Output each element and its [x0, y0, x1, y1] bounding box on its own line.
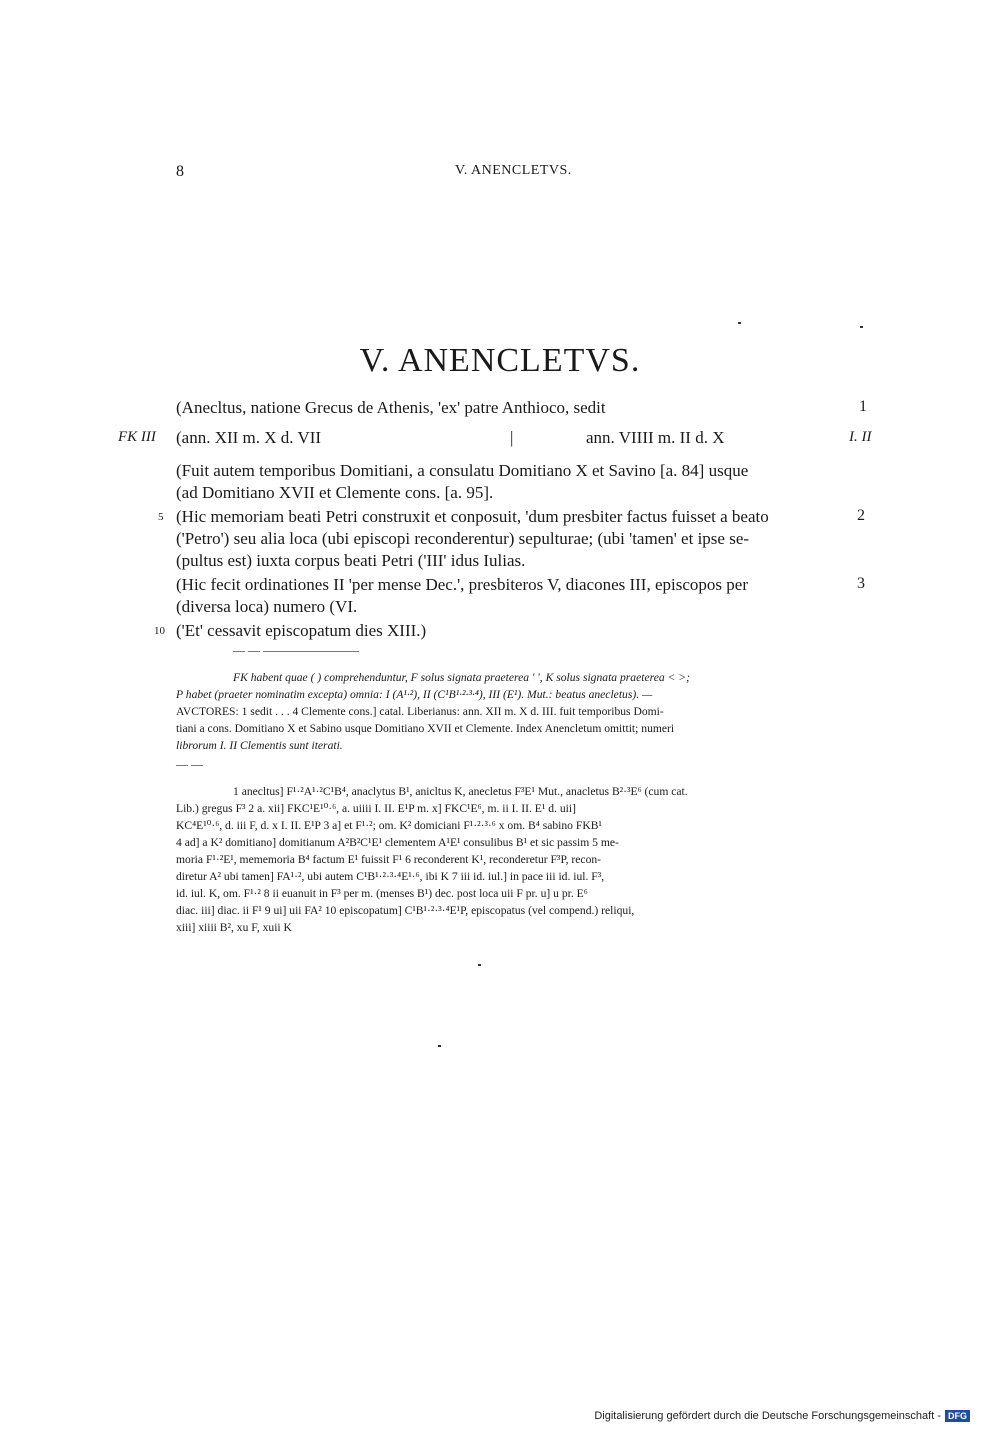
note-line: tiani a cons. Domitiano X et Sabino usque Domitiano XVII et Clemente. Index Anencletum omittit; numeri: [176, 722, 675, 735]
apparatus-line: moria F¹·²E¹, mememoria B⁴ factum E¹ fuissit F¹ 6 reconderent K¹, reconderetur F³P, recon-: [176, 853, 602, 866]
separator: — — ————————: [233, 643, 359, 657]
note-line: P habet (praeter nominatim excepta) omnia: I (A¹·²), II (C¹B¹·²·³·⁴), III (E¹). Mut.: beatus anecletus). —: [176, 688, 653, 701]
scan-speck: [438, 1045, 441, 1047]
text-line: (ann. XII m. X d. VII: [176, 428, 322, 447]
text-line: (diversa loca) numero (VI.: [176, 597, 358, 616]
text-line: (Anecltus, natione Grecus de Athenis, 'ex' patre Anthioco, sedit: [176, 398, 606, 417]
line-number: 10: [154, 625, 165, 637]
text-line: ('Petro') seu alia loca (ubi episcopi reconderentur) sepulturae; (ubi 'tamen' et ipse se-: [176, 529, 750, 548]
text-line: (pultus est) iuxta corpus beati Petri ('III' idus Iulias.: [176, 551, 526, 570]
note-line: AVCTORES: 1 sedit . . . 4 Clemente cons.] catal. Liberianus: ann. XII m. X d. III. fuit temporibus Domi-: [176, 705, 664, 718]
section-number: 3: [857, 575, 865, 592]
text-line: (ad Domitiano XVII et Clemente cons. [a. 95].: [176, 483, 494, 502]
scan-speck: [860, 326, 863, 328]
running-title: V. ANENCLETVS.: [455, 163, 572, 178]
page-number: 8: [176, 163, 184, 180]
digitization-credit: [594, 1410, 970, 1422]
apparatus-line: 4 ad] a K² domitiano] domitianum A²B²C¹E¹ clementem A¹E¹ consulibus B¹ et sic passim 5 me-: [176, 836, 619, 849]
text-line: (Hic fecit ordinationes II 'per mense Dec.', presbiteros V, diacones III, episcopos per: [176, 575, 748, 594]
apparatus-line: diretur A² ubi tamen] FA¹·², ubi autem C¹B¹·²·³·⁴E¹·⁶, ibi K 7 iii id. iul.] in pace iii id. iul. F³,: [176, 870, 605, 883]
apparatus-line: 1 anecltus] F¹·²A¹·²C¹B⁴, anaclytus B¹, anicltus K, anecletus F³E¹ Mut., anacletus B²·³E⁶ (cum cat.: [233, 785, 688, 798]
note-line: librorum I. II Clementis sunt iterati.: [176, 739, 343, 752]
apparatus-line: diac. iii] diac. ii F¹ 9 ui] uii FA² 10 episcopatum] C¹B¹·²·³·⁴E¹P, episcopatus (vel compend.) reliqui,: [176, 904, 635, 917]
column-divider: |: [510, 428, 514, 447]
text-line: ('Et' cessavit episcopatum dies XIII.): [176, 621, 427, 640]
apparatus-line: Lib.) gregus F³ 2 a. xii] FKC¹E¹⁰·⁶, a. uiiii I. II. E¹P m. x] FKC¹E⁶, m. ii I. II. E¹ d. uii]: [176, 802, 576, 815]
separator: — —: [176, 757, 203, 771]
credit-text: Digitalisierung gefördert durch die Deutsche Forschungsgemeinschaft -: [594, 1410, 941, 1422]
line-number: 5: [158, 511, 164, 523]
scan-speck: [478, 964, 481, 966]
apparatus-line: xiii] xiiii B², xu F, xuii K: [176, 921, 292, 934]
text-line: (Fuit autem temporibus Domitiani, a consulatu Domitiano X et Savino [a. 84] usque: [176, 461, 749, 480]
sigil-left: FK III: [118, 429, 156, 445]
sigil-right: I. II: [849, 429, 872, 445]
chapter-title: V. ANENCLETVS.: [359, 342, 641, 379]
apparatus-line: KC⁴E¹⁰·⁶, d. iii F, d. x I. II. E¹P 3 a] et F¹·²; om. K² domiciani F¹·²·³·⁶ x om. B⁴ sabino FKB¹: [176, 819, 602, 832]
section-number: 1: [859, 398, 867, 415]
dfg-logo: DFG: [945, 1410, 970, 1422]
scan-speck: [738, 322, 741, 324]
note-line: FK habent quae ( ) comprehenduntur, F solus signata praeterea ' ', K solus signata praeterea < >;: [233, 671, 690, 684]
section-number: 2: [857, 507, 865, 524]
apparatus-line: id. iul. K, om. F¹·² 8 ii euanuit in F³ per m. (menses B¹) dec. post loca uii F pr. u] u pr. E⁶: [176, 887, 588, 900]
text-line: ann. VIIII m. II d. X: [586, 428, 725, 447]
text-line: (Hic memoriam beati Petri construxit et conposuit, 'dum presbiter factus fuisset a beato: [176, 507, 769, 526]
